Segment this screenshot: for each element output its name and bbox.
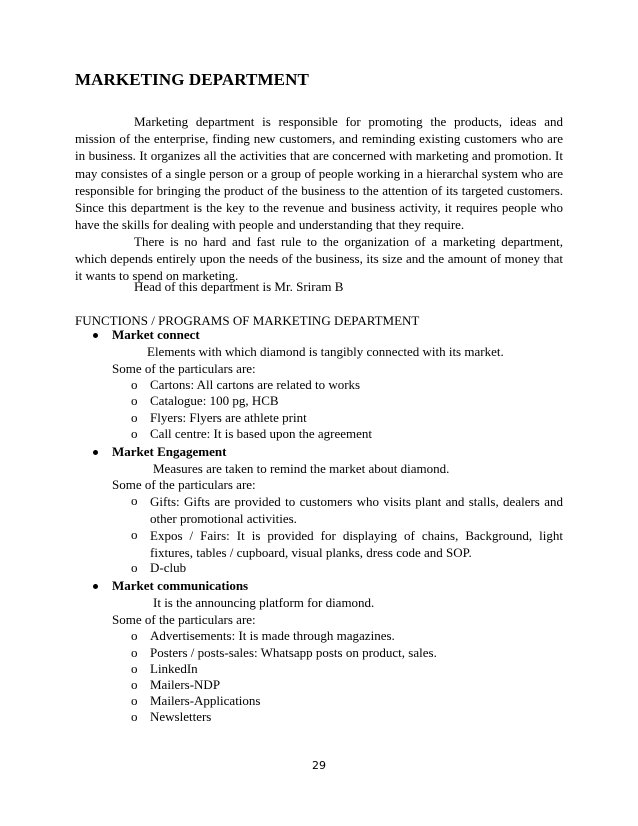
list-item: Mailers-Applications (150, 693, 261, 708)
organization-paragraph-text: There is no hard and fast rule to the organization of a marketing department, which depends entirely upon the needs of the business, its size and the amount of money that it wants to spend on marketing. (75, 234, 563, 284)
circle-bullet-icon: o (131, 693, 138, 708)
list-item: Mailers-NDP (150, 677, 221, 692)
list-item: LinkedIn (150, 661, 198, 676)
list-item: Advertisements: It is made through magazines. (150, 628, 395, 643)
bullet-icon (93, 584, 98, 589)
functions-title: FUNCTIONS / PROGRAMS OF MARKETING DEPARTMENT (75, 313, 420, 328)
circle-bullet-icon: o (131, 628, 138, 643)
list-item: Catalogue: 100 pg, HCB (150, 393, 279, 408)
circle-bullet-icon: o (131, 661, 138, 676)
list-item: Expos / Fairs: It is provided for displaying of chains, Background, light fixtures, tables / cupboard, visual planks, dress code and SOP. (150, 528, 563, 561)
section-title: Market connect (112, 327, 200, 342)
intro-paragraph (75, 113, 563, 233)
circle-bullet-icon: o (131, 426, 138, 441)
section-description: It is the announcing platform for diamond. (153, 595, 375, 610)
list-item: D-club (150, 560, 187, 575)
section-title: Market communications (112, 578, 249, 593)
section-title: Market Engagement (112, 444, 227, 459)
section-description: Elements with which diamond is tangibly connected with its market. (147, 344, 504, 359)
list-item: Call centre: It is based upon the agreement (150, 426, 373, 441)
circle-bullet-icon: o (131, 560, 138, 575)
intro-paragraph-text: Marketing department is responsible for promoting the products, ideas and mission of the enterprise, finding new customers, and reminding existing customers who are in business. It organizes all the activities that are concerned with marketing and promotion. It may consistes of a single person or a group of people working in a hierarchal system who are responsible for bringing the product of the business to the attention of its targeted customers. Since this department is the key to the revenue and business activity, it requires people who have the skills for dealing with people and understanding that they require. (75, 114, 563, 233)
bullet-icon (93, 450, 98, 455)
section-description: Measures are taken to remind the market about diamond. (153, 461, 450, 476)
section-particulars: Some of the particulars are: (112, 361, 256, 376)
circle-bullet-icon: o (131, 677, 138, 692)
circle-bullet-icon: o (131, 377, 138, 392)
head-of-department: Head of this department is Mr. Sriram B (134, 279, 344, 294)
circle-bullet-icon: o (131, 645, 138, 660)
list-item: Posters / posts-sales: Whatsapp posts on product, sales. (150, 645, 437, 660)
list-item: Cartons: All cartons are related to works (150, 377, 361, 392)
circle-bullet-icon: o (131, 493, 138, 508)
list-item: Flyers: Flyers are athlete print (150, 410, 307, 425)
organization-paragraph (75, 233, 563, 285)
list-item: Gifts: Gifts are provided to customers who visits plant and stalls, dealers and other promotional activities. (150, 494, 563, 527)
page-number: 29 (312, 759, 326, 772)
page-heading: MARKETING DEPARTMENT (75, 70, 309, 89)
section-particulars: Some of the particulars are: (112, 477, 256, 492)
circle-bullet-icon: o (131, 410, 138, 425)
circle-bullet-icon: o (131, 393, 138, 408)
list-item: Newsletters (150, 709, 212, 724)
circle-bullet-icon: o (131, 527, 138, 542)
bullet-icon (93, 333, 98, 338)
circle-bullet-icon: o (131, 709, 138, 724)
section-particulars: Some of the particulars are: (112, 612, 256, 627)
